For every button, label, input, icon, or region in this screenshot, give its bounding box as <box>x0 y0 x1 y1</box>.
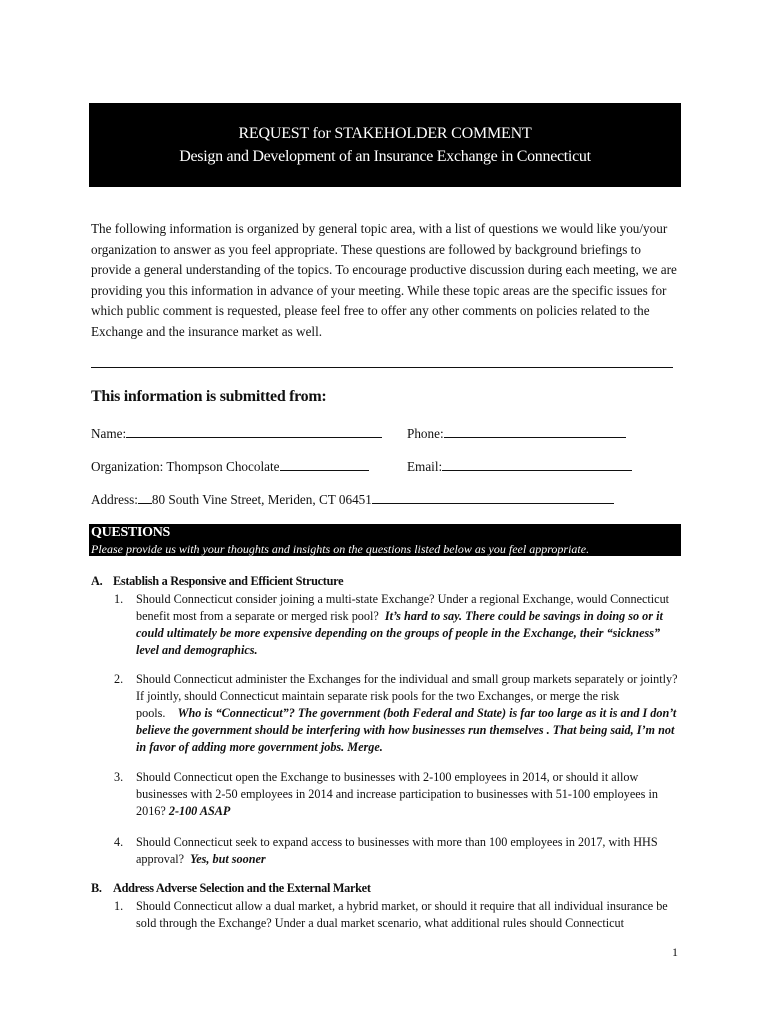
question-a3 <box>114 769 684 820</box>
question-a2-answer: Who is “Connecticut”? The government (both Federal and State) is far too large as it is and I don’t believe the government should be interfering with how businesses run themselves . That being said, I’m not in favor of adding more government jobs. Merge. <box>136 706 677 754</box>
email-label: Email: <box>407 459 443 474</box>
question-b1-number: 1. <box>114 899 124 913</box>
question-a4-text: Should Connecticut seek to expand access to businesses with more than 100 employees in 2017, with HHS approval? <box>136 835 658 866</box>
questions-title: QUESTIONS <box>91 525 170 540</box>
name-label: Name: <box>91 426 127 441</box>
question-a1-answer: It’s hard to say. There could be savings in doing so or it could ultimately be more expensive depending on the groups of people in the Exchange, their “sickness” level and demographics. <box>136 609 663 657</box>
email-field[interactable] <box>442 458 632 471</box>
page-number: 1 <box>672 945 678 959</box>
question-b1 <box>114 898 684 932</box>
section-b-heading <box>91 881 371 896</box>
question-a1 <box>114 591 684 659</box>
organization-value[interactable]: Thompson Chocolate <box>166 459 280 474</box>
questions-banner <box>89 524 681 556</box>
questions-subtitle: Please provide us with your thoughts and insights on the questions listed below as you feel appropriate. <box>91 542 590 556</box>
question-a2-text: Should Connecticut administer the Exchanges for the individual and small group markets separately or jointly? If jointly, should Connecticut maintain separate risk pools for the two Exchanges, or merge the risk pools. <box>136 672 678 720</box>
address-value[interactable]: 80 South Vine Street, Meriden, CT 06451 <box>151 492 372 507</box>
organization-blank <box>280 458 369 471</box>
phone-field[interactable] <box>444 425 626 438</box>
question-a3-answer: 2-100 ASAP <box>168 804 231 818</box>
question-a1-number: 1. <box>114 592 124 606</box>
address-trail-blank <box>372 491 614 504</box>
section-b-title: Address Adverse Selection and the External Market <box>113 881 371 895</box>
organization-field-row <box>91 458 369 475</box>
address-lead-blank <box>138 491 152 504</box>
question-a4 <box>114 834 684 868</box>
question-b1-text: Should Connecticut allow a dual market, a hybrid market, or should it require that all individual insurance be sold through the Exchange? Under a dual market scenario, what additional rules should Connecticut <box>136 899 668 930</box>
document-subtitle: Design and Development of an Insurance Exchange in Connecticut <box>179 148 591 165</box>
question-a4-number: 4. <box>114 835 124 849</box>
phone-label: Phone: <box>407 426 444 441</box>
address-label: Address: <box>91 492 138 507</box>
address-field-row <box>91 491 614 508</box>
phone-field-row <box>407 425 626 442</box>
organization-label: Organization: <box>91 459 167 474</box>
section-a-letter: A. <box>91 574 103 588</box>
question-a2-number: 2. <box>114 672 124 686</box>
section-a-heading <box>91 574 343 589</box>
document-title: REQUEST for STAKEHOLDER COMMENT <box>238 125 532 142</box>
name-field-row <box>91 425 382 442</box>
question-a1-text: Should Connecticut consider joining a multi-state Exchange? Under a regional Exchange, would Connecticut benefit most from a separate or merged risk pool? <box>136 592 670 623</box>
header-banner <box>89 103 681 187</box>
question-a4-answer: Yes, but sooner <box>190 852 266 866</box>
question-a3-text: Should Connecticut open the Exchange to businesses with 2-100 employees in 2014, or should it allow businesses with 2-50 employees in 2014 and increase participation to businesses with 51-100 employees in 2016? <box>136 770 658 818</box>
intro-paragraph: The following information is organized by general topic area, with a list of questions we would like you/your organization to answer as you feel appropriate. These questions are followed by background briefings to provide a general understanding of the topics. To encourage productive discussion during each meeting, we are providing you this information in advance of your meeting. While these topic areas are the specific issues for which public comment is requested, please feel free to offer any other comments on policies related to the Exchange and the insurance market as well. <box>91 221 677 339</box>
section-b-letter: B. <box>91 881 102 895</box>
divider-line <box>91 367 673 368</box>
submitted-from-heading: This information is submitted from: <box>91 388 327 405</box>
email-field-row <box>407 458 632 475</box>
question-a3-number: 3. <box>114 770 124 784</box>
question-a2 <box>114 671 684 756</box>
section-a-title: Establish a Responsive and Efficient Structure <box>113 574 344 588</box>
name-field[interactable] <box>126 425 382 438</box>
